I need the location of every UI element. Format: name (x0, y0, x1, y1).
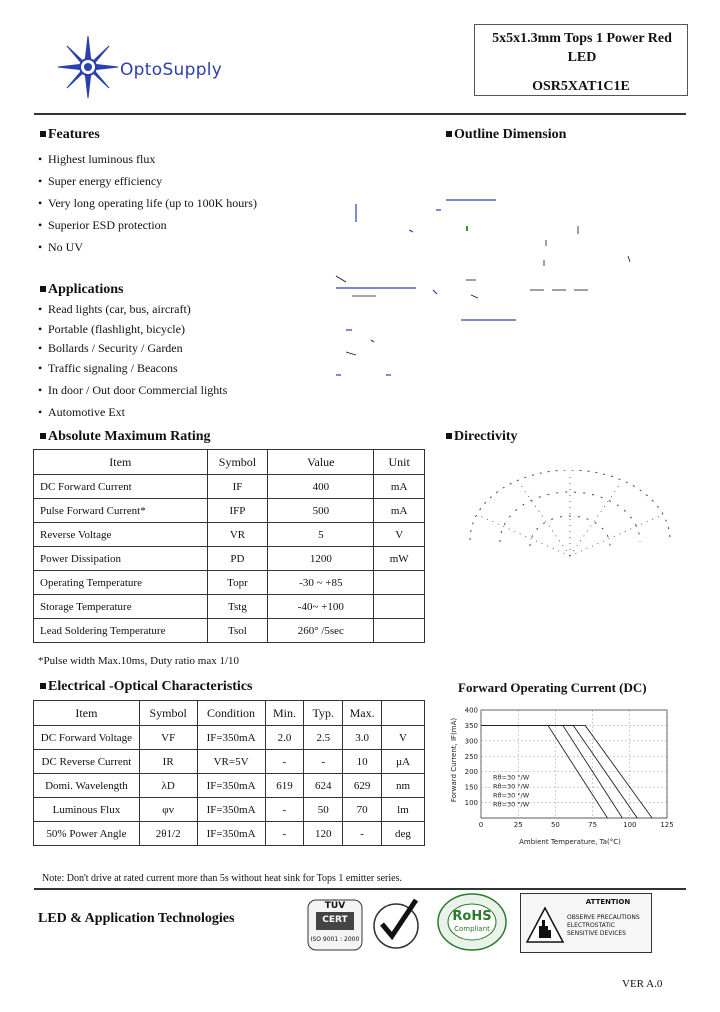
column-header: Max. (343, 701, 382, 726)
company-name: LED & Application Technologies (38, 911, 235, 926)
chart-title: Forward Operating Current (DC) (458, 680, 647, 695)
column-header: Typ. (304, 701, 343, 726)
table-row: DC Forward Voltage VF IF=350mA 2.0 2.5 3.0 V (34, 726, 425, 750)
absmax-heading: Absolute Maximum Rating (40, 429, 211, 445)
heading-bullet-icon (446, 131, 452, 137)
directivity-heading: Directivity (446, 429, 518, 445)
esd-warning (520, 893, 652, 953)
table-row: Operating Temperature Topr -30 ~ +85 (34, 571, 425, 595)
x-tick-label: 0 (478, 821, 484, 829)
list-item: • In door / Out door Commercial lights (38, 383, 228, 397)
features-heading: Features (40, 127, 100, 143)
list-item: • Read lights (car, bus, aircraft) (38, 302, 191, 316)
list-item: • Bollards / Security / Garden (38, 341, 183, 355)
y-tick-label: 200 (464, 768, 478, 777)
list-item: • Highest luminous flux (38, 152, 156, 166)
list-item: • Automotive Ext (38, 405, 125, 419)
outline-heading: Outline Dimension (446, 127, 566, 143)
heading-bullet-icon (40, 683, 46, 689)
x-tick-label: 125 (660, 821, 674, 829)
table-row: Storage Temperature Tstg -40~ +100 (34, 595, 425, 619)
part-number: OSR5XAT1C1E (532, 79, 630, 94)
list-item: • No UV (38, 240, 83, 254)
y-tick-label: 150 (464, 783, 478, 792)
check-mark-certificate-icon (370, 894, 422, 952)
version: VER A.0 (622, 978, 663, 990)
heading-bullet-icon (40, 433, 46, 439)
esd-title: ATTENTION (585, 898, 631, 906)
table-row: Lead Soldering Temperature Tsol 260° /5sec (34, 619, 425, 643)
list-item: • Portable (flashlight, bicycle) (38, 322, 185, 336)
y-tick-label: 300 (464, 737, 478, 746)
eo-heading: Electrical -Optical Characteristics (40, 679, 252, 695)
table-row: Reverse Voltage VR 5 V (34, 523, 425, 547)
table-header-row (34, 450, 425, 475)
applications-heading: Applications (40, 282, 123, 298)
tuv-cert-label: CERT (322, 915, 348, 925)
column-header: Unit (374, 450, 425, 475)
legend-label: Rθ=30 °/W (493, 791, 530, 800)
absmax-table (33, 449, 425, 643)
esd-text: OBSERVE PRECAUTIONS ELECTROSTATIC SENSITIVE DEVICES (567, 914, 640, 937)
chart-xlabel: Ambient Temperature, Ta(°C) (519, 838, 621, 846)
column-header: Condition (197, 701, 265, 726)
list-item: • Super energy efficiency (38, 174, 163, 188)
heading-bullet-icon (446, 433, 452, 439)
product-title: 5x5x1.3mm Tops 1 Power Red LED (492, 31, 672, 65)
eo-note: Note: Don't drive at rated current more than 5s without heat sink for Tops 1 emitter series. (42, 873, 402, 884)
y-tick-label: 350 (464, 721, 478, 730)
table-row: 50% Power Angle 2θ1/2 IF=350mA - 120 - deg (34, 822, 425, 846)
x-tick-label: 100 (623, 821, 637, 829)
y-tick-label: 400 (464, 706, 478, 715)
column-header: Item (34, 701, 140, 726)
outline-drawing (316, 190, 656, 390)
x-tick-label: 75 (588, 821, 598, 829)
eo-table (33, 700, 425, 846)
legend-label: Rθ=30 °/W (493, 800, 530, 809)
brand-name: OptoSupply (120, 60, 223, 80)
table-row: Luminous Flux φv IF=350mA - 50 70 lm (34, 798, 425, 822)
rohs-sublabel: Compliant (454, 925, 490, 933)
tuv-label: TÜV (324, 901, 346, 911)
chart-legend (493, 774, 530, 809)
legend-label: Rθ=30 °/W (493, 782, 530, 791)
esd-hand-warning-icon (525, 906, 565, 946)
title-box (474, 24, 688, 96)
x-tick-label: 25 (513, 821, 523, 829)
chart-ticks (465, 707, 674, 830)
column-header: Symbol (207, 450, 268, 475)
brand-logo (58, 36, 288, 98)
column-header: Item (34, 450, 208, 475)
directivity-diagram (460, 470, 680, 580)
header-rule (34, 113, 686, 115)
list-item: • Traffic signaling / Beacons (38, 361, 178, 375)
column-header (381, 701, 424, 726)
rohs-badge (436, 892, 508, 952)
table-row: Domi. Wavelength λD IF=350mA 619 624 629 nm (34, 774, 425, 798)
forward-current-chart (445, 700, 695, 860)
heading-bullet-icon (40, 286, 46, 292)
sun-logo-icon (58, 36, 118, 98)
tuv-certificate (306, 896, 364, 954)
chart-ylabel: Forward Current, IF(mA) (450, 717, 458, 803)
absmax-note: *Pulse width Max.10ms, Duty ratio max 1/10 (38, 655, 240, 667)
column-header: Symbol (139, 701, 197, 726)
iso-label: ISO 9001 : 2000 (310, 936, 360, 943)
y-tick-label: 100 (464, 799, 478, 808)
heading-bullet-icon (40, 131, 46, 137)
column-header: Value (268, 450, 374, 475)
legend-label: Rθ=30 °/W (493, 773, 530, 782)
table-row: DC Reverse Current IR VR=5V - - 10 µA (34, 750, 425, 774)
x-tick-label: 50 (550, 821, 560, 829)
footer-rule (34, 888, 686, 890)
list-item: • Very long operating life (up to 100K hours) (38, 196, 257, 210)
table-row: DC Forward Current IF 400 mA (34, 475, 425, 499)
list-item: • Superior ESD protection (38, 218, 167, 232)
table-row: Pulse Forward Current* IFP 500 mA (34, 499, 425, 523)
column-header: Min. (265, 701, 304, 726)
table-row: Power Dissipation PD 1200 mW (34, 547, 425, 571)
y-tick-label: 250 (464, 752, 478, 761)
rohs-label: RoHS (452, 909, 492, 924)
table-header-row (34, 701, 425, 726)
